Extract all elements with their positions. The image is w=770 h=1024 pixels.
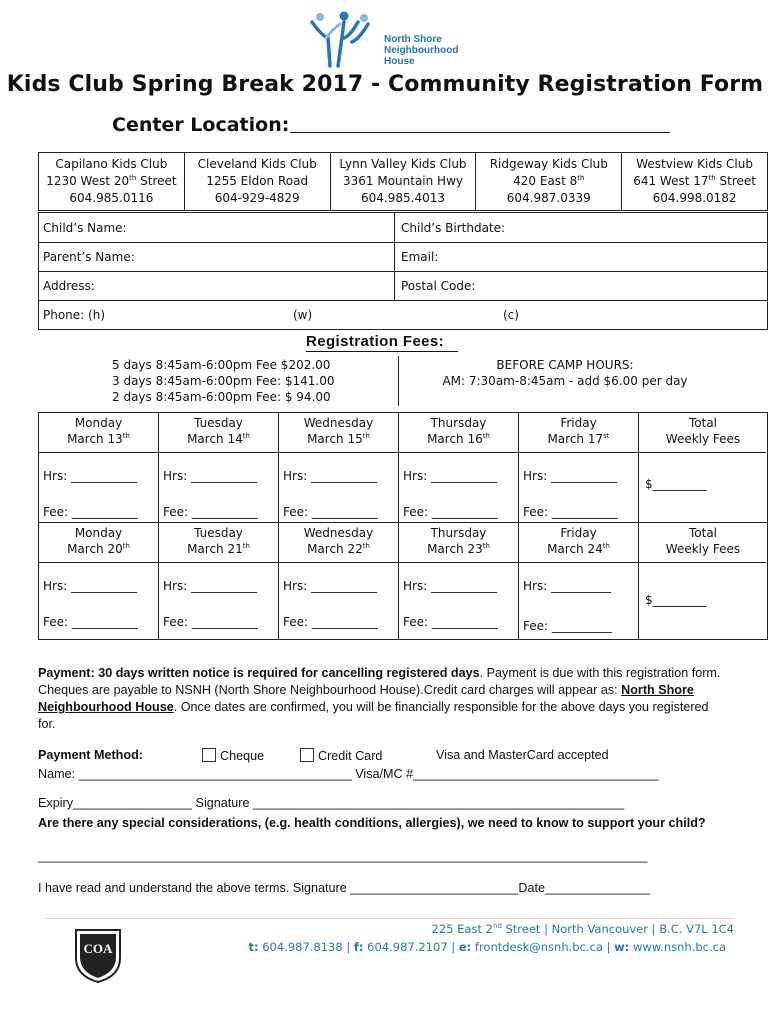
location-phone: 604.998.0182 xyxy=(652,191,737,205)
fee-field[interactable]: Fee: ___________ xyxy=(283,505,378,519)
fees-divider xyxy=(398,356,399,406)
fee-field[interactable]: Fee: ___________ xyxy=(403,505,498,519)
day-col-fri[interactable] xyxy=(519,523,639,639)
fee-field[interactable]: Fee: ___________ xyxy=(403,615,498,629)
location-street: 420 East 8th xyxy=(513,174,585,188)
payment-method-row xyxy=(38,748,609,763)
location-street: 641 West 17th Street xyxy=(633,174,756,188)
parent-name-label: Parent’s Name: xyxy=(43,250,135,264)
footer-contact: t: 604.987.8138 | f: 604.987.2107 | e: frontdesk@nsnh.bc.ca | w: www.nsnh.bc.ca xyxy=(248,940,726,954)
location-name: Lynn Valley Kids Club xyxy=(339,157,467,171)
row-divider xyxy=(38,562,766,563)
payee-name: North Shore Neighbourhood House xyxy=(38,683,694,714)
info-row[interactable] xyxy=(39,271,767,301)
org-name-line2: Neighbourhood xyxy=(384,45,459,56)
total-field[interactable]: $_________ xyxy=(645,477,707,491)
fee-line: 3 days 8:45am-6:00pm Fee: $141.00 xyxy=(112,374,335,388)
child-birthdate-label: Child’s Birthdate: xyxy=(401,221,506,235)
day-header: Tuesday March 14th xyxy=(187,416,250,446)
fee-field[interactable]: Fee: ___________ xyxy=(523,505,618,519)
location-ridgeway xyxy=(476,153,622,210)
email-link[interactable]: frontdesk@nsnh.bc.ca | xyxy=(471,940,615,954)
fee-field[interactable]: Fee: ___________ xyxy=(163,505,258,519)
special-considerations-line[interactable]: _______________________________________________________________________________________ xyxy=(38,849,648,863)
day-header: Tuesday March 21th xyxy=(187,526,250,556)
day-header: Wednesday March 15th xyxy=(303,416,374,446)
org-name-line1: North Shore xyxy=(384,34,442,45)
org-name xyxy=(384,34,458,67)
day-header: Friday March 24th xyxy=(547,526,610,556)
page-title: Kids Club Spring Break 2017 - Community Registration Form xyxy=(6,72,764,97)
day-col-wed[interactable] xyxy=(279,413,399,523)
day-header: Monday March 20th xyxy=(67,526,130,556)
day-col-tue[interactable] xyxy=(159,413,279,523)
day-col-wed[interactable] xyxy=(279,523,399,639)
info-row[interactable] xyxy=(39,300,767,329)
day-header: Monday March 13th xyxy=(67,416,130,446)
location-street: 1255 Eldon Road xyxy=(206,174,309,188)
week1-table xyxy=(38,412,768,523)
location-phone: 604.987.0339 xyxy=(506,191,591,205)
day-col-fri[interactable] xyxy=(519,413,639,523)
hrs-field[interactable]: Hrs: ___________ xyxy=(523,469,618,483)
postal-code-label: Postal Code: xyxy=(401,279,476,293)
payment-notice-bold: Payment: 30 days written notice is required for cancelling registered days xyxy=(38,666,480,680)
hrs-field[interactable]: Hrs: ___________ xyxy=(283,579,378,593)
address-label: Address: xyxy=(43,279,95,293)
day-col-thu[interactable] xyxy=(399,413,519,523)
location-phone: 604.985.4013 xyxy=(361,191,445,205)
location-cleveland xyxy=(185,153,331,210)
location-capilano xyxy=(39,153,185,210)
visa-note: Visa and MasterCard accepted xyxy=(436,748,609,762)
hrs-field[interactable]: Hrs: ___________ xyxy=(163,579,258,593)
footer-address: 225 East 2nd Street | North Vancouver | B.C. V7L 1C4 xyxy=(431,922,734,936)
location-street: 1230 West 20th Street xyxy=(46,174,177,188)
before-camp-line: AM: 7:30am-8:45am - add $6.00 per day xyxy=(442,374,688,388)
nsnh-logo xyxy=(308,8,468,72)
fees-list xyxy=(112,357,334,405)
phone-cell-label: (c) xyxy=(503,308,519,322)
info-row[interactable] xyxy=(39,213,767,243)
info-row[interactable] xyxy=(39,242,767,272)
day-col-mon[interactable] xyxy=(39,523,159,639)
cheque-checkbox[interactable] xyxy=(202,748,216,762)
day-col-mon[interactable] xyxy=(39,413,159,523)
day-header: Friday March 17st xyxy=(547,416,610,446)
name-visa-line[interactable]: Name: _______________________________________ Visa/MC #___________________________________ xyxy=(38,767,659,781)
day-col-tue[interactable] xyxy=(159,523,279,639)
total-header: Total Weekly Fees xyxy=(665,416,741,446)
svg-text:COA: COA xyxy=(83,941,113,956)
cheque-option[interactable]: Cheque xyxy=(202,748,264,763)
hrs-field[interactable]: Hrs: __________ xyxy=(523,579,612,593)
day-col-thu[interactable] xyxy=(399,523,519,639)
hrs-field[interactable]: Hrs: ___________ xyxy=(403,469,498,483)
expiry-signature-line[interactable]: Expiry_________________ Signature _____________________________________________________ xyxy=(38,796,625,810)
location-name: Capilano Kids Club xyxy=(55,157,168,171)
hrs-field[interactable]: Hrs: ___________ xyxy=(43,579,138,593)
day-header: Thursday March 23th xyxy=(427,526,490,556)
total-field[interactable]: $_________ xyxy=(645,593,707,607)
total-col[interactable] xyxy=(639,413,767,523)
location-name: Westview Kids Club xyxy=(636,157,753,171)
fees-title-underline xyxy=(306,351,458,352)
row-divider xyxy=(638,452,766,453)
location-name: Cleveland Kids Club xyxy=(197,157,317,171)
fees-title: Registration Fees: xyxy=(306,333,445,350)
week2-table xyxy=(38,522,768,640)
email-label: Email: xyxy=(401,250,439,264)
location-phone: 604.985.0116 xyxy=(69,191,154,205)
locations-table xyxy=(38,152,768,211)
hrs-field[interactable]: Hrs: ___________ xyxy=(163,469,258,483)
fee-field[interactable]: Fee: ___________ xyxy=(43,615,138,629)
location-phone: 604-929-4829 xyxy=(214,191,300,205)
fee-field[interactable]: Fee: __________ xyxy=(523,619,612,633)
location-street: 3361 Mountain Hwy xyxy=(342,174,463,188)
credit-card-option[interactable]: Credit Card xyxy=(300,748,382,763)
fee-line: 2 days 8:45am-6:00pm Fee: $ 94.00 xyxy=(112,390,331,404)
day-header: Wednesday March 22th xyxy=(303,526,374,556)
center-location-field[interactable] xyxy=(290,132,670,133)
before-camp-title: BEFORE CAMP HOURS: xyxy=(496,358,634,372)
website-link[interactable]: www.nsnh.bc.ca xyxy=(629,940,726,954)
fee-field[interactable]: Fee: ___________ xyxy=(283,615,378,629)
fee-field[interactable]: Fee: ___________ xyxy=(163,615,258,629)
credit-card-checkbox[interactable] xyxy=(300,748,314,762)
location-name: Ridgeway Kids Club xyxy=(489,157,608,171)
child-info-table xyxy=(38,212,768,330)
location-lynn-valley xyxy=(331,153,477,210)
row-divider xyxy=(38,452,638,453)
total-col[interactable] xyxy=(639,523,767,639)
hrs-field[interactable]: Hrs: ___________ xyxy=(403,579,498,593)
before-camp-hours xyxy=(400,357,730,389)
special-considerations-question: Are there any special considerations, (e.g. health conditions, allergies), we need to know to support your child? xyxy=(38,816,706,830)
coa-badge-icon xyxy=(70,924,126,984)
hrs-field[interactable]: Hrs: ___________ xyxy=(43,469,138,483)
location-westview xyxy=(622,153,767,210)
payment-notice: Payment: 30 days written notice is required for cancelling registered days. Payment is due with this registration form. Cheques are payable to NSNH (North Shore Neighbourhood House).Credit card charges will appear as: North Shore Neighbourhood House. Once dates are confirmed, you will be financially responsible for the above days you registered for. xyxy=(38,666,721,731)
total-header: Total Weekly Fees xyxy=(665,526,741,556)
org-name-line3: House xyxy=(384,56,415,67)
fee-line: 5 days 8:45am-6:00pm Fee $202.00 xyxy=(112,358,331,372)
footer-divider xyxy=(45,918,735,919)
day-header: Thursday March 16th xyxy=(427,416,490,446)
hrs-field[interactable]: Hrs: ___________ xyxy=(283,469,378,483)
phone-work-label: (w) xyxy=(293,308,313,322)
fee-field[interactable]: Fee: ___________ xyxy=(43,505,138,519)
figures-icon xyxy=(308,8,382,72)
center-location-label: Center Location: xyxy=(112,114,290,136)
terms-signature-line[interactable]: I have read and understand the above terms. Signature ________________________Date_______________ xyxy=(38,881,651,895)
child-name-label: Child’s Name: xyxy=(43,221,127,235)
phone-home-label: Phone: (h) xyxy=(43,308,105,322)
payment-method-label: Payment Method: xyxy=(38,748,143,762)
coa-logo xyxy=(70,924,126,984)
